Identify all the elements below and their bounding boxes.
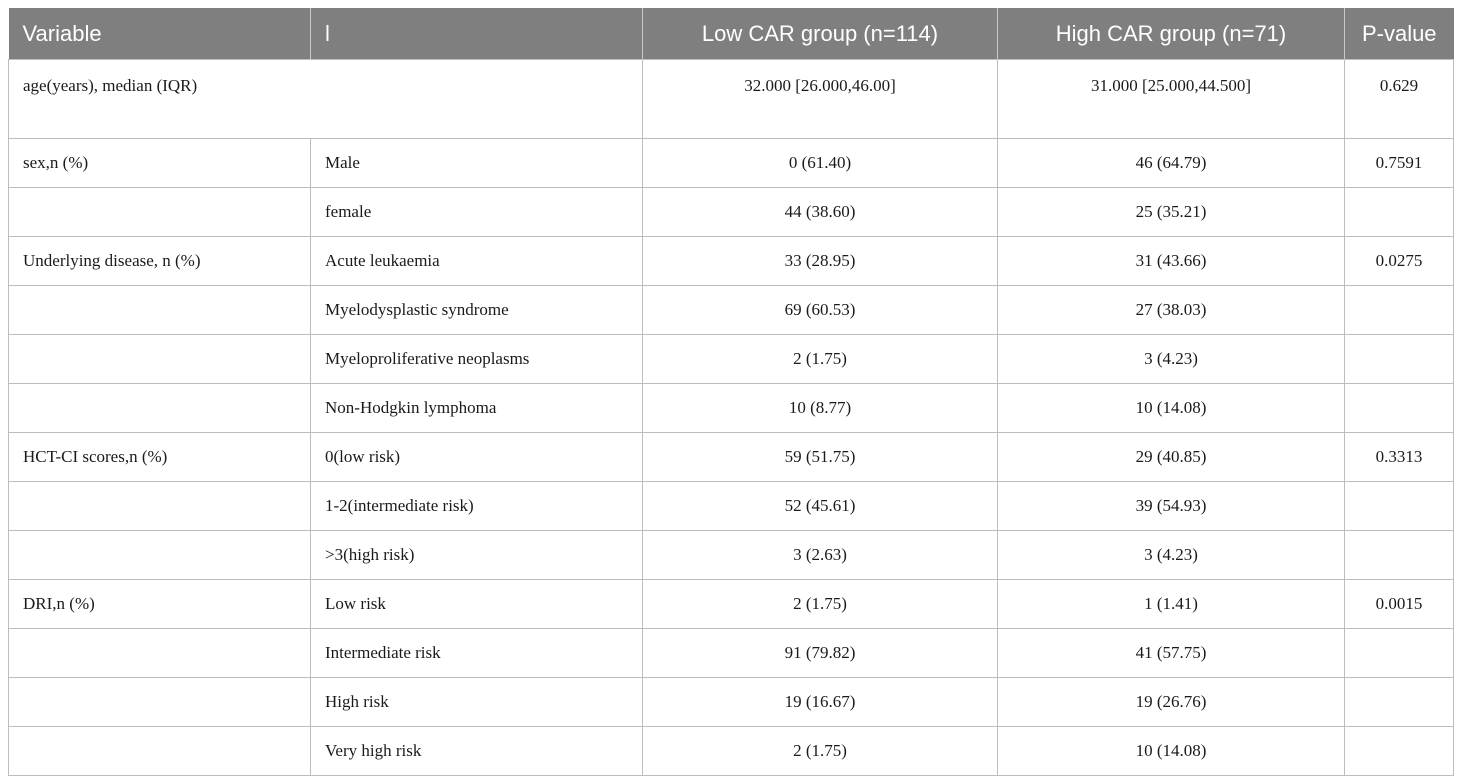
cell-high-car: 29 (40.85) — [998, 433, 1345, 482]
cell-variable — [9, 384, 311, 433]
cell-high-car: 3 (4.23) — [998, 335, 1345, 384]
cell-high-car: 46 (64.79) — [998, 139, 1345, 188]
table-row — [9, 335, 1454, 384]
cell-variable — [9, 727, 311, 776]
cell-level: 0(low risk) — [311, 433, 643, 482]
cell-level: Intermediate risk — [311, 629, 643, 678]
table-row — [9, 482, 1454, 531]
header-high-car: High CAR group (n=71) — [998, 8, 1345, 60]
cell-high-car: 19 (26.76) — [998, 678, 1345, 727]
cell-p-value — [1345, 188, 1454, 237]
cell-p-value — [1345, 678, 1454, 727]
cell-high-car: 31 (43.66) — [998, 237, 1345, 286]
cell-high-car: 39 (54.93) — [998, 482, 1345, 531]
cell-high-car — [998, 60, 1345, 139]
cell-p-value: 0.3313 — [1345, 433, 1454, 482]
table-row — [9, 60, 1454, 139]
cell-high-car-text: 31.000 [25.000,44.500] — [1090, 76, 1252, 95]
header-level: l — [311, 8, 643, 60]
cell-p-value — [1345, 727, 1454, 776]
cell-low-car: 44 (38.60) — [643, 188, 998, 237]
header-variable: Variable — [9, 8, 311, 60]
cell-level: Myelodysplastic syndrome — [311, 286, 643, 335]
cell-low-car: 32.000 [26.000,46.00] — [643, 60, 998, 139]
table-row — [9, 433, 1454, 482]
table-row — [9, 727, 1454, 776]
cell-variable — [9, 678, 311, 727]
table-header-row — [9, 8, 1454, 60]
cell-low-car: 91 (79.82) — [643, 629, 998, 678]
cell-variable — [9, 629, 311, 678]
cell-low-car: 2 (1.75) — [643, 727, 998, 776]
baseline-characteristics-table — [8, 8, 1454, 776]
cell-high-car: 41 (57.75) — [998, 629, 1345, 678]
cell-p-value: 0.7591 — [1345, 139, 1454, 188]
cell-low-car: 33 (28.95) — [643, 237, 998, 286]
cell-low-car: 0 (61.40) — [643, 139, 998, 188]
cell-variable: Underlying disease, n (%) — [9, 237, 311, 286]
cell-low-car: 10 (8.77) — [643, 384, 998, 433]
cell-level: female — [311, 188, 643, 237]
cell-variable — [9, 286, 311, 335]
cell-level: Very high risk — [311, 727, 643, 776]
table-row — [9, 678, 1454, 727]
cell-variable: sex,n (%) — [9, 139, 311, 188]
cell-low-car: 69 (60.53) — [643, 286, 998, 335]
cell-level: High risk — [311, 678, 643, 727]
cell-variable: HCT-CI scores,n (%) — [9, 433, 311, 482]
table-row — [9, 188, 1454, 237]
cell-p-value — [1345, 531, 1454, 580]
cell-variable — [9, 188, 311, 237]
cell-low-car: 2 (1.75) — [643, 335, 998, 384]
cell-p-value: 0.0015 — [1345, 580, 1454, 629]
cell-level: Low risk — [311, 580, 643, 629]
cell-high-car: 10 (14.08) — [998, 384, 1345, 433]
cell-p-value — [1345, 482, 1454, 531]
header-low-car: Low CAR group (n=114) — [643, 8, 998, 60]
cell-level: Non-Hodgkin lymphoma — [311, 384, 643, 433]
cell-low-car: 59 (51.75) — [643, 433, 998, 482]
cell-p-value: 0.0275 — [1345, 237, 1454, 286]
cell-level: Male — [311, 139, 643, 188]
cell-p-value: 0.629 — [1345, 60, 1454, 139]
cell-p-value — [1345, 286, 1454, 335]
cell-low-car: 19 (16.67) — [643, 678, 998, 727]
cell-high-car: 10 (14.08) — [998, 727, 1345, 776]
cell-p-value — [1345, 335, 1454, 384]
cell-level: Acute leukaemia — [311, 237, 643, 286]
table-row — [9, 384, 1454, 433]
cell-level: >3(high risk) — [311, 531, 643, 580]
table-row — [9, 286, 1454, 335]
cell-high-car: 27 (38.03) — [998, 286, 1345, 335]
cell-variable — [9, 335, 311, 384]
cell-level: 1-2(intermediate risk) — [311, 482, 643, 531]
table-row — [9, 139, 1454, 188]
table-row — [9, 531, 1454, 580]
cell-p-value — [1345, 384, 1454, 433]
cell-variable: DRI,n (%) — [9, 580, 311, 629]
cell-high-car: 25 (35.21) — [998, 188, 1345, 237]
table-row — [9, 580, 1454, 629]
cell-high-car: 3 (4.23) — [998, 531, 1345, 580]
cell-high-car: 1 (1.41) — [998, 580, 1345, 629]
cell-variable: age(years), median (IQR) — [9, 60, 643, 139]
cell-variable — [9, 531, 311, 580]
cell-low-car: 52 (45.61) — [643, 482, 998, 531]
table-row — [9, 237, 1454, 286]
cell-low-car: 2 (1.75) — [643, 580, 998, 629]
header-p-value: P-value — [1345, 8, 1454, 60]
cell-level: Myeloproliferative neoplasms — [311, 335, 643, 384]
cell-variable — [9, 482, 311, 531]
cell-p-value — [1345, 629, 1454, 678]
table-row — [9, 629, 1454, 678]
cell-low-car: 3 (2.63) — [643, 531, 998, 580]
